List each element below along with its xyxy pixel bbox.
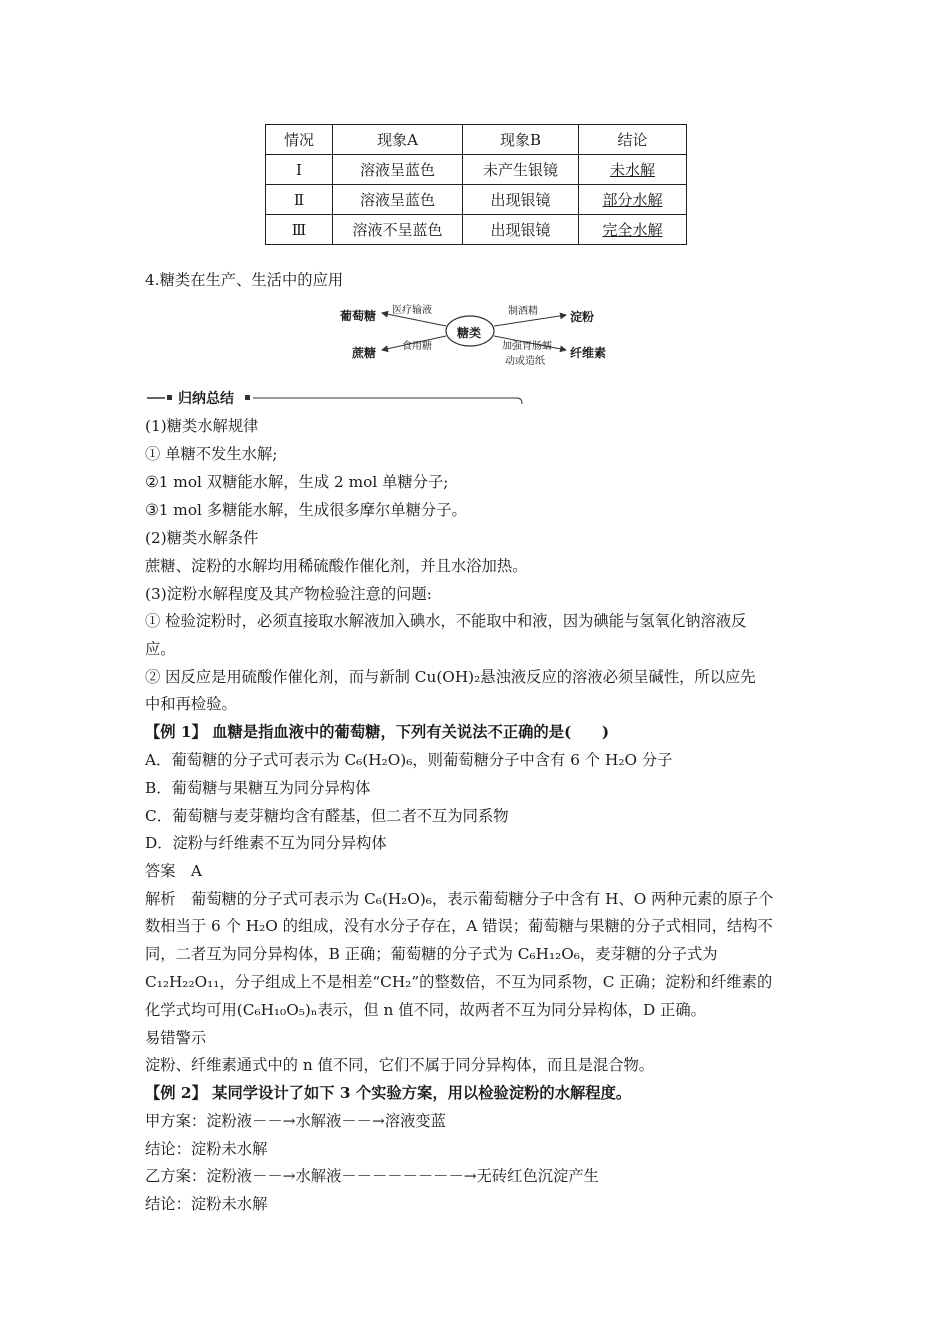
starch-label: 淀粉 xyxy=(570,310,595,324)
table-row xyxy=(266,215,687,245)
starch-use-label: 制酒精 xyxy=(508,306,538,317)
conclusion-a: 结论：淀粉未水解 xyxy=(145,1140,268,1158)
sucrose-use-label: 食用糖 xyxy=(402,341,432,352)
rule-item: ②1 mol 双糖能水解，生成 2 mol 单糖分子; xyxy=(145,473,449,491)
diagram-center-label: 糖类 xyxy=(457,326,482,340)
section-4-title: 4.糖类在生产、生活中的应用 xyxy=(145,271,344,289)
paragraph-text: 应。 xyxy=(145,640,176,658)
table-cell xyxy=(579,155,687,185)
table-row xyxy=(266,155,687,185)
explanation-line: 数相当于 6 个 H₂O 的组成，没有水分子存在，A 错误；葡萄糖与果糖的分子式相同，结构不 xyxy=(145,917,773,935)
rule-heading-1: (1)糖类水解规律 xyxy=(145,417,259,435)
cellulose-use-label-2: 动或造纸 xyxy=(505,356,545,367)
table-cell xyxy=(579,215,687,245)
cellulose-label: 纤维素 xyxy=(570,346,607,360)
conclusion-answer: 部分水解 xyxy=(602,191,663,209)
glucose-use-label: 医疗输液 xyxy=(392,305,432,316)
table-cell xyxy=(579,185,687,215)
paragraph-text: ② 因反应是用硫酸作催化剂，而与新制 Cu(OH)₂悬浊液反应的溶液必须呈碱性，所以应先 xyxy=(145,668,756,686)
option-d: D．淀粉与纤维素不互为同分异构体 xyxy=(145,834,387,852)
table-header-cell: 情况 xyxy=(266,125,333,155)
hydrolysis-result-table xyxy=(265,124,687,245)
table-header-row xyxy=(266,125,687,155)
table-cell: 溶液不呈蓝色 xyxy=(333,215,463,245)
glucose-label: 葡萄糖 xyxy=(340,309,377,323)
explanation-line: 解析 葡萄糖的分子式可表示为 C₆(H₂O)₆，表示葡萄糖分子中含有 H、O 两种元素的原子个 xyxy=(145,890,774,908)
warning-title: 易错警示 xyxy=(145,1029,207,1047)
sucrose-label: 蔗糖 xyxy=(352,346,377,360)
table-header-cell: 现象A xyxy=(333,125,463,155)
rule-heading-2: (2)糖类水解条件 xyxy=(145,529,259,547)
table-cell: 溶液呈蓝色 xyxy=(333,185,463,215)
summary-title: 归纳总结 xyxy=(176,388,236,408)
explanation-line: C₁₂H₂₂O₁₁，分子组成上不是相差“CH₂”的整数倍，不互为同系物，C 正确；淀粉和纤维素的 xyxy=(145,973,773,991)
table-cell: Ⅱ xyxy=(266,185,333,215)
table-cell: 出现银镜 xyxy=(463,215,579,245)
conclusion-answer: 未水解 xyxy=(609,161,655,179)
table-cell: Ⅰ xyxy=(266,155,333,185)
table-header-cell: 结论 xyxy=(579,125,687,155)
explanation-line: 化学式均可用(C₆H₁₀O₅)ₙ表示，但 n 值不同，故两者不互为同分异构体，D 正确。 xyxy=(145,1001,706,1019)
example-1-question: 【例 1】 血糖是指血液中的葡萄糖，下列有关说法不正确的是( ) xyxy=(145,723,610,741)
option-c: C．葡萄糖与麦芽糖均含有醛基，但二者不互为同系物 xyxy=(145,807,509,825)
table-header-cell: 现象B xyxy=(463,125,579,155)
table-cell: 出现银镜 xyxy=(463,185,579,215)
table-cell: 未产生银镜 xyxy=(463,155,579,185)
conclusion-b: 结论：淀粉未水解 xyxy=(145,1195,268,1213)
table-cell: Ⅲ xyxy=(266,215,333,245)
rule-item: ③1 mol 多糖能水解，生成很多摩尔单糖分子。 xyxy=(145,501,467,519)
rule-item: ① 单糖不发生水解; xyxy=(145,445,278,463)
paragraph-text: 蔗糖、淀粉的水解均用稀硫酸作催化剂，并且水浴加热。 xyxy=(145,557,528,575)
answer: 答案 A xyxy=(145,862,202,880)
option-a: A．葡萄糖的分子式可表示为 C₆(H₂O)₆，则葡萄糖分子中含有 6 个 H₂O 分子 xyxy=(145,751,673,769)
conclusion-answer: 完全水解 xyxy=(602,221,663,239)
rule-heading-3: (3)淀粉水解程度及其产物检验注意的问题: xyxy=(145,585,432,603)
sugar-uses-diagram xyxy=(330,295,620,370)
option-b: B．葡萄糖与果糖互为同分异构体 xyxy=(145,779,371,797)
paragraph-text: 中和再检验。 xyxy=(145,695,237,713)
table-cell: 溶液呈蓝色 xyxy=(333,155,463,185)
plan-b: 乙方案：淀粉液－－→水解液－－－－－－－－→无砖红色沉淀产生 xyxy=(145,1167,599,1185)
warning-text: 淀粉、纤维素通式中的 n 值不同，它们不属于同分异构体，而且是混合物。 xyxy=(145,1056,655,1074)
plan-a: 甲方案：淀粉液－－→水解液－－→溶液变蓝 xyxy=(145,1112,446,1130)
summary-header xyxy=(145,388,525,408)
paragraph-text: ① 检验淀粉时，必须直接取水解液加入碘水，不能取中和液，因为碘能与氢氧化钠溶液反 xyxy=(145,612,747,630)
explanation-line: 同，二者互为同分异构体，B 正确；葡萄糖的分子式为 C₆H₁₂O₆，麦芽糖的分子式为 xyxy=(145,945,718,963)
table-row xyxy=(266,185,687,215)
cellulose-use-label-1: 加强胃肠蠕 xyxy=(502,341,552,352)
example-2-question: 【例 2】 某同学设计了如下 3 个实验方案，用以检验淀粉的水解程度。 xyxy=(145,1084,632,1102)
